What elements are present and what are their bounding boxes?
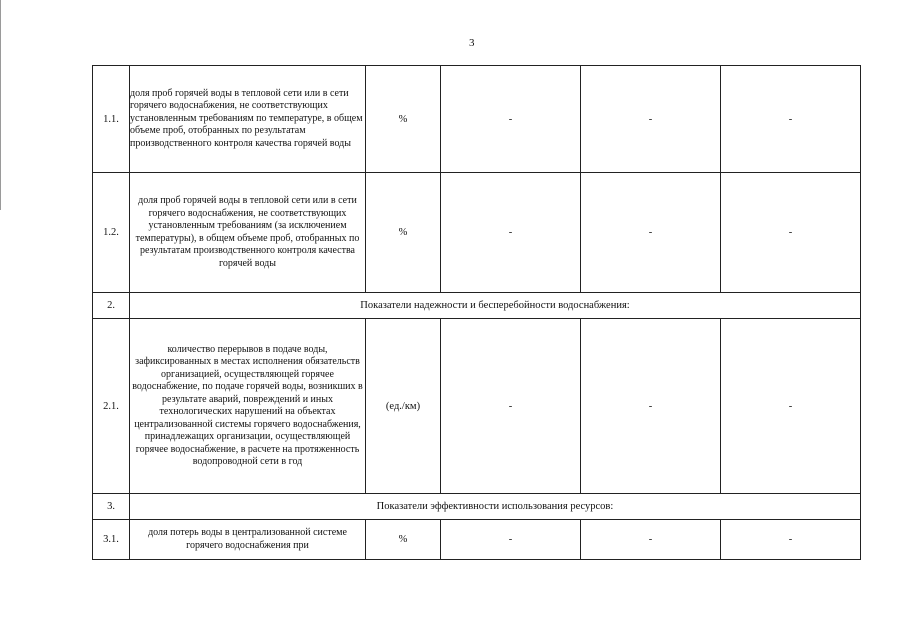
row-value: -: [441, 173, 581, 293]
row-value: -: [581, 520, 721, 560]
row-number: 2.1.: [93, 319, 130, 494]
row-description: доля потерь воды в централизованной системе горячего водоснабжения при: [130, 520, 366, 560]
row-value: -: [441, 319, 581, 494]
row-value: -: [721, 66, 861, 173]
row-value: -: [721, 319, 861, 494]
row-unit: %: [366, 66, 441, 173]
section-title: Показатели надежности и бесперебойности водоснабжения:: [130, 293, 861, 319]
row-unit: (ед./км): [366, 319, 441, 494]
section-number: 3.: [93, 494, 130, 520]
section-title: Показатели эффективности использования ресурсов:: [130, 494, 861, 520]
table-row: [93, 520, 861, 560]
row-description: количество перерывов в подаче воды, зафиксированных в местах исполнения обязательств организацией, осуществляющей горячее водоснабжение, по подаче горячей воды, возникших в результате аварий, повреждений и иных технологических нарушений на объектах централизованной системы горячего водоснабжения, принадлежащих организации, осуществляющей горячее водоснабжение, в расчете на протяженность водопроводной сети в год: [130, 319, 366, 494]
table-row: [93, 319, 861, 494]
row-description: доля проб горячей воды в тепловой сети или в сети горячего водоснабжения, не соответствующих установленным требованиям (за исключением температуры), в общем объеме проб, отобранных по результатам производственного контроля качества горячей воды: [130, 173, 366, 293]
row-value: -: [581, 319, 721, 494]
section-row: [93, 293, 861, 319]
section-row: [93, 494, 861, 520]
row-value: -: [581, 66, 721, 173]
table-row: [93, 66, 861, 173]
row-unit: %: [366, 520, 441, 560]
row-description: доля проб горячей воды в тепловой сети или в сети горячего водоснабжения, не соответствующих установленным требованиям по температуре, в общем объеме проб, отобранных по результатам производственного контроля качества горячей воды: [130, 66, 366, 173]
row-number: 1.1.: [93, 66, 130, 173]
row-value: -: [721, 520, 861, 560]
page-number: 3: [469, 37, 475, 49]
row-number: 1.2.: [93, 173, 130, 293]
row-value: -: [441, 66, 581, 173]
section-number: 2.: [93, 293, 130, 319]
indicators-table: [92, 65, 861, 560]
row-value: -: [581, 173, 721, 293]
row-number: 3.1.: [93, 520, 130, 560]
row-unit: %: [366, 173, 441, 293]
page-left-edge-line: [0, 0, 1, 210]
row-value: -: [441, 520, 581, 560]
table-row: [93, 173, 861, 293]
row-value: -: [721, 173, 861, 293]
